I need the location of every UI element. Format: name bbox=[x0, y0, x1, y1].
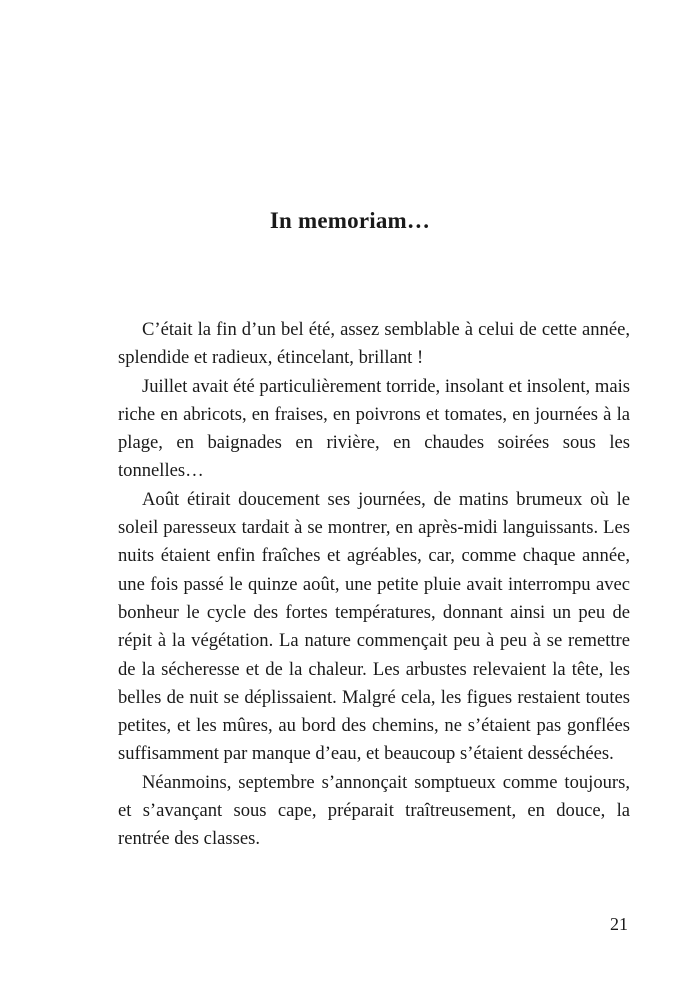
paragraph: Néanmoins, septembre s’annonçait somptueux comme toujours, et s’avançant sous cape, préparait traîtreusement, en douce, la rentrée des classes. bbox=[118, 771, 630, 850]
page-number: 21 bbox=[610, 914, 628, 934]
paragraph: Juillet avait été particulièrement torride, insolant et insolent, mais riche en abricots, en fraises, en poivrons et tomates, en journées à la plage, en baignades en rivière, en chaudes soirées sous les tonnelles… bbox=[118, 375, 630, 482]
chapter-title: In memoriam… bbox=[269, 208, 431, 233]
paragraph: Août étirait doucement ses journées, de matins brumeux où le soleil paresseux tardait à se montrer, en après-midi languissants. Les nuits étaient enfin fraîches et agréables, car, comme chaque année, une fois passé le quinze août, une petite pluie avait interrompu avec bonheur le cycle des fortes températures, donnant ainsi un peu de répit à la végétation. La nature commençait peu à peu à se remettre de la sécheresse et de la chaleur. Les arbustes relevaient la tête, les belles de nuit se déplissaient. Malgré cela, les figues restaient toutes petites, et les mûres, au bord des chemins, ne s’étaient pas gonflées suffisamment par manque d’eau, et beaucoup s’étaient desséchées. bbox=[118, 488, 630, 765]
paragraph: C’était la fin d’un bel été, assez semblable à celui de cette année, splendide et radieux, étincelant, brillant ! bbox=[118, 319, 630, 369]
body-text bbox=[118, 316, 630, 854]
